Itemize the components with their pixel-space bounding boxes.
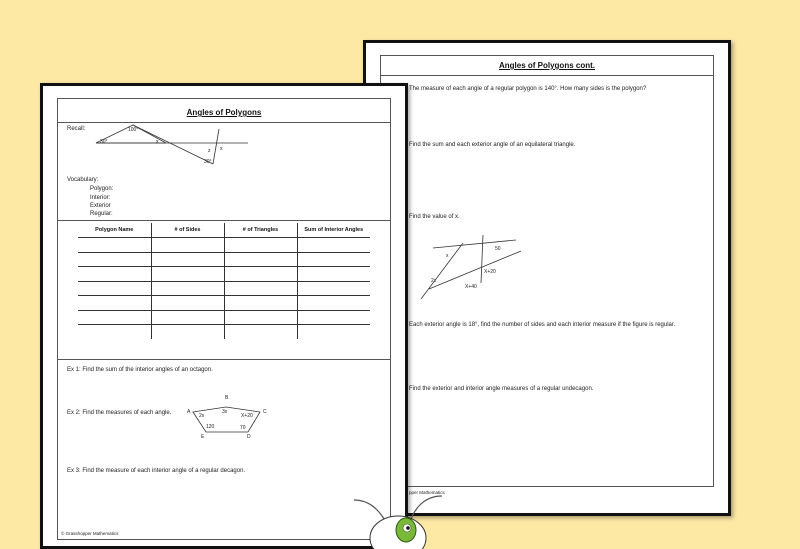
table-row — [78, 296, 370, 311]
angle-label-2x: 2x — [199, 413, 205, 419]
page-1-title: Angles of Polygons — [186, 108, 262, 117]
recall-label-x: x — [156, 139, 159, 145]
vocab-term-regular: Regular: — [90, 211, 113, 217]
table-cell[interactable] — [151, 281, 224, 296]
table-divider — [58, 359, 390, 360]
vertex-label-d: D — [247, 434, 251, 440]
figure-label-50: 50 — [495, 246, 501, 252]
table-row — [78, 267, 370, 282]
figure-label-x: x — [446, 253, 449, 259]
worksheet-page-2 — [363, 40, 731, 516]
table-cell[interactable] — [224, 281, 297, 296]
recall-label: Recall: — [67, 126, 86, 132]
grasshopper-mascot — [350, 488, 450, 533]
vocabulary-label: Vocabulary: — [67, 177, 99, 183]
recall-label-100: 100° — [128, 127, 139, 133]
worksheet-page-1 — [40, 83, 408, 549]
table-cell[interactable] — [297, 296, 370, 311]
table-cell[interactable] — [78, 281, 151, 296]
header-sum-interior: Sum of Interior Angles — [297, 223, 370, 238]
table-cell[interactable] — [224, 238, 297, 253]
table-cell[interactable] — [297, 281, 370, 296]
table-row — [78, 238, 370, 253]
table-cell[interactable] — [78, 310, 151, 325]
table-cell[interactable] — [151, 267, 224, 282]
table-cell[interactable] — [297, 267, 370, 282]
polygon-table-header-row — [78, 223, 370, 238]
recall-label-30-bottom: 30° — [204, 159, 212, 165]
page-2-title: Angles of Polygons cont. — [498, 61, 595, 70]
figure-label-2x: 2x — [431, 278, 437, 284]
angle-label-70: 70 — [240, 425, 246, 431]
table-cell[interactable] — [78, 325, 151, 339]
vocab-term-polygon: Polygon: — [90, 186, 114, 192]
table-cell[interactable] — [297, 238, 370, 253]
parallel-lines-figure — [411, 231, 541, 301]
table-cell[interactable] — [224, 296, 297, 311]
table-cell[interactable] — [78, 238, 151, 253]
figure-label-x-plus-20: X+20 — [484, 269, 496, 275]
problem-3-text: Find the value of x. — [409, 214, 460, 220]
table-cell[interactable] — [224, 310, 297, 325]
angle-label-3x: 3x — [222, 409, 228, 415]
table-cell[interactable] — [297, 325, 370, 339]
table-cell[interactable] — [151, 296, 224, 311]
angle-label-x-plus-20: X+20 — [241, 413, 253, 419]
table-cell[interactable] — [78, 252, 151, 267]
table-cell[interactable] — [297, 252, 370, 267]
table-row — [78, 325, 370, 339]
recall-angle-figure — [88, 123, 258, 173]
table-cell[interactable] — [78, 296, 151, 311]
vocab-term-exterior: Exterior — [90, 203, 111, 209]
problem-2-text: Find the sum and each exterior angle of an equilateral triangle. — [409, 142, 576, 148]
header-polygon-name: Polygon Name — [78, 223, 151, 238]
vocabulary-divider — [58, 220, 390, 221]
recall-label-x-right: x — [220, 146, 223, 152]
table-cell[interactable] — [297, 310, 370, 325]
vertex-label-e: E — [201, 434, 205, 440]
table-cell[interactable] — [151, 310, 224, 325]
table-cell[interactable] — [151, 238, 224, 253]
header-sides: # of Sides — [151, 223, 224, 238]
example-2-text: Ex 2: Find the measures of each angle. — [67, 410, 172, 416]
table-cell[interactable] — [151, 325, 224, 339]
vocab-term-interior: Interior: — [90, 195, 111, 201]
problem-4-text: Each exterior angle is 18°, find the number of sides and each interior measure if the figure is regular. — [409, 322, 676, 328]
recall-label-30-left: 30° — [100, 139, 108, 145]
recall-label-z: z — [208, 148, 211, 154]
worksheet-page-2-border — [380, 55, 714, 495]
angle-label-120: 120 — [206, 424, 215, 430]
table-cell[interactable] — [224, 325, 297, 339]
example-3-text: Ex 3: Find the measure of each interior angle of a regular decagon. — [67, 468, 246, 474]
vertex-label-b: B — [225, 395, 229, 401]
worksheet-page-1-border — [57, 98, 391, 540]
table-row — [78, 281, 370, 296]
figure-label-x-plus-40: X+40 — [465, 284, 477, 290]
table-row — [78, 252, 370, 267]
table-cell[interactable] — [224, 252, 297, 267]
page-1-footer: © Grasshopper Mathematics — [61, 531, 119, 536]
vertex-label-c: C — [263, 409, 267, 415]
table-cell[interactable] — [224, 267, 297, 282]
page-2-footer: pper Mathematics — [409, 490, 445, 495]
table-cell[interactable] — [151, 252, 224, 267]
header-triangles: # of Triangles — [224, 223, 297, 238]
table-cell[interactable] — [78, 267, 151, 282]
example-1-text: Ex 1: Find the sum of the interior angles of an octagon. — [67, 367, 213, 373]
page-2-title-divider — [381, 75, 713, 76]
table-row — [78, 310, 370, 325]
vertex-label-a: A — [187, 409, 191, 415]
polygon-table — [78, 223, 370, 339]
pentagon-figure — [188, 404, 268, 444]
problem-1-text: The measure of each angle of a regular polygon is 140°. How many sides is the polygon? — [409, 86, 647, 92]
problem-5-text: Find the exterior and interior angle measures of a regular undecagon. — [409, 386, 594, 392]
